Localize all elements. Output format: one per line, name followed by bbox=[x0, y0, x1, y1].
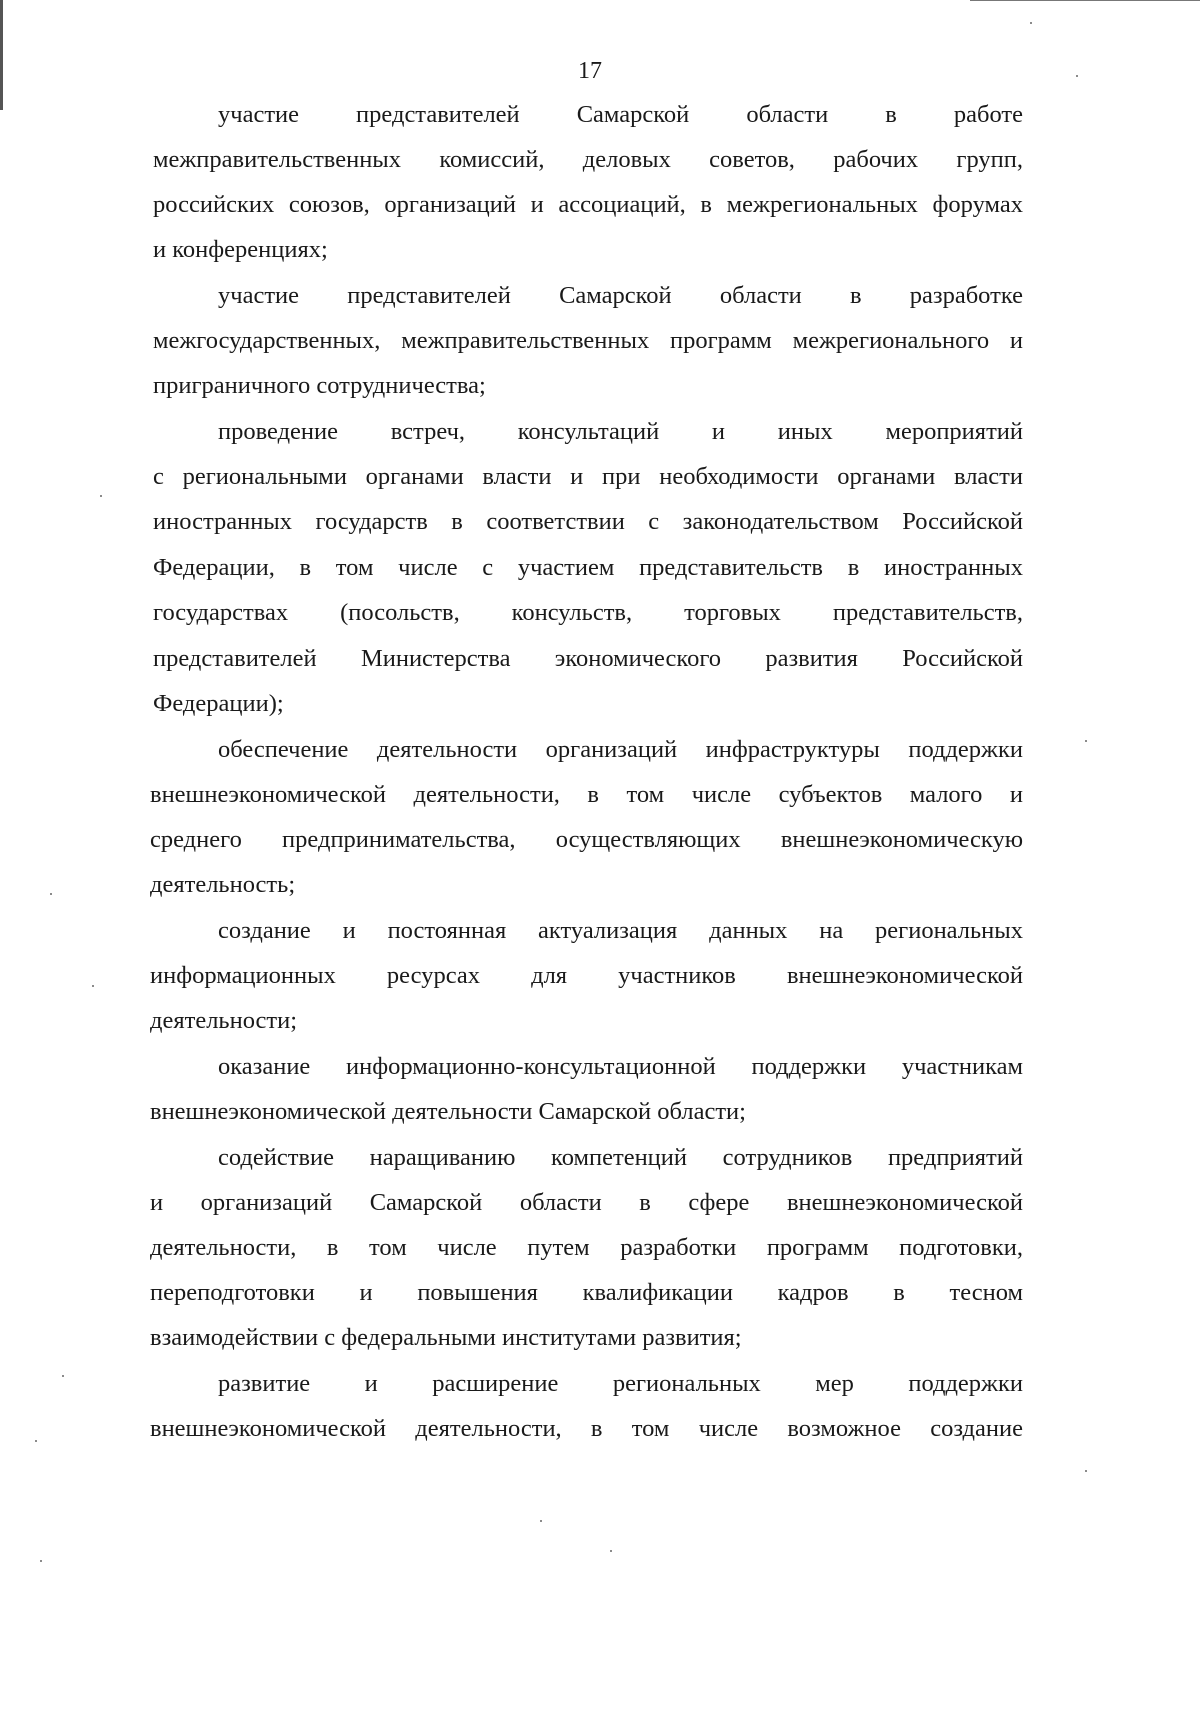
text-line: проведение встреч, консультаций и иных мероприятий bbox=[218, 418, 1023, 445]
scan-speck bbox=[50, 893, 52, 895]
text-line: взаимодействии с федеральными институтами развития; bbox=[150, 1324, 742, 1351]
text-line: российских союзов, организаций и ассоциаций, в межрегиональных форумах bbox=[153, 191, 1023, 218]
scan-edge-left bbox=[0, 0, 3, 110]
text-line: внешнеэкономической деятельности Самарской области; bbox=[150, 1098, 746, 1125]
text-line: содействие наращиванию компетенций сотрудников предприятий bbox=[218, 1144, 1023, 1171]
scan-speck bbox=[1085, 1470, 1087, 1472]
scan-speck bbox=[35, 1440, 37, 1442]
scan-speck bbox=[62, 1375, 64, 1377]
text-line: переподготовки и повышения квалификации кадров в тесном bbox=[150, 1279, 1023, 1306]
text-line: межгосударственных, межправительственных программ межрегионального и bbox=[153, 327, 1023, 354]
text-line: информационных ресурсах для участников внешнеэкономической bbox=[150, 962, 1023, 989]
text-line: с региональными органами власти и при необходимости органами власти bbox=[153, 463, 1023, 490]
text-line: внешнеэкономической деятельности, в том числе возможное создание bbox=[150, 1415, 1023, 1442]
scan-speck bbox=[100, 495, 102, 497]
text-line: иностранных государств в соответствии с законодательством Российской bbox=[153, 508, 1023, 535]
text-line: государствах (посольств, консульств, торговых представительств, bbox=[153, 599, 1023, 626]
text-line: среднего предпринимательства, осуществляющих внешнеэкономическую bbox=[150, 826, 1023, 853]
scan-speck bbox=[1076, 75, 1078, 77]
scan-speck bbox=[1085, 740, 1087, 742]
text-line: внешнеэкономической деятельности, в том числе субъектов малого и bbox=[150, 781, 1023, 808]
text-line: межправительственных комиссий, деловых советов, рабочих групп, bbox=[153, 146, 1023, 173]
text-line: Федерации, в том числе с участием представительств в иностранных bbox=[153, 554, 1023, 581]
scan-speck bbox=[610, 1550, 612, 1552]
text-line: развитие и расширение региональных мер поддержки bbox=[218, 1370, 1023, 1397]
text-line: Федерации); bbox=[153, 690, 284, 717]
page-number: 17 bbox=[578, 58, 602, 84]
text-line: создание и постоянная актуализация данных на региональных bbox=[218, 917, 1023, 944]
scan-speck bbox=[540, 1520, 542, 1522]
scan-speck bbox=[1030, 22, 1032, 24]
scan-speck bbox=[92, 985, 94, 987]
text-line: участие представителей Самарской области в работе bbox=[218, 101, 1023, 128]
text-line: приграничного сотрудничества; bbox=[153, 372, 486, 399]
text-line: деятельности, в том числе путем разработки программ подготовки, bbox=[150, 1234, 1023, 1261]
text-line: и конференциях; bbox=[153, 236, 328, 263]
text-line: деятельности; bbox=[150, 1007, 298, 1034]
scan-speck bbox=[40, 1560, 42, 1562]
text-line: обеспечение деятельности организаций инфраструктуры поддержки bbox=[218, 736, 1023, 763]
scan-edge-top bbox=[970, 0, 1200, 1]
text-line: участие представителей Самарской области в разработке bbox=[218, 282, 1023, 309]
text-line: оказание информационно-консультационной поддержки участникам bbox=[218, 1053, 1023, 1080]
text-line: деятельность; bbox=[150, 871, 296, 898]
text-line: представителей Министерства экономического развития Российской bbox=[153, 645, 1023, 672]
text-line: и организаций Самарской области в сфере внешнеэкономической bbox=[150, 1189, 1023, 1216]
